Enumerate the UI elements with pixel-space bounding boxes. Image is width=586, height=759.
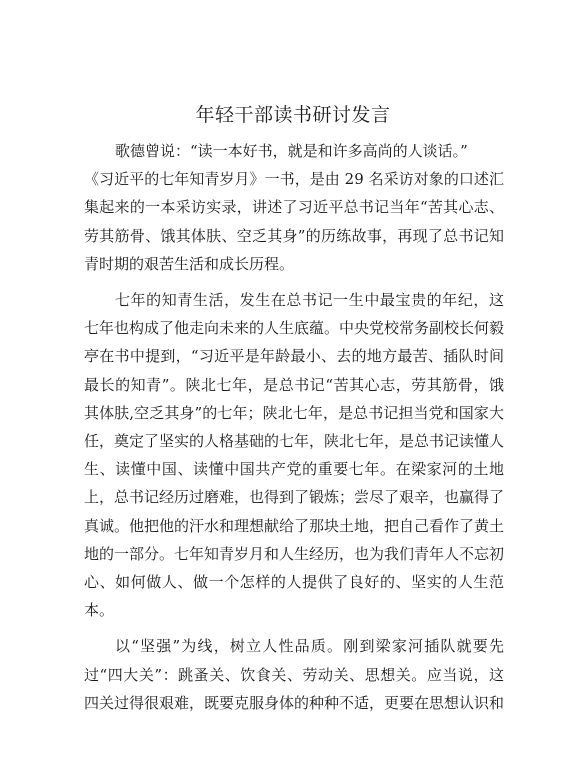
document-body [84, 137, 504, 717]
paragraph-2: 七年的知青生活，发生在总书记一生中最宝贵的年纪，这七年也构成了他走向未来的人生底蕴。中央党校常务副校长何毅亭在书中提到，“习近平是年龄最小、去的地方最苦、插队时间最长的知青”。陕北七年，是总书记“苦其心志，劳其筋骨，饿其体肤,空乏其身”的七年；陕北七年，是总书记担当党和国家大任，奠定了坚实的人格基础的七年，陕北七年，是总书记读懂人生、读懂中国、读懂中国共产党的重要七年。在梁家河的土地上，总书记经历过磨难，也得到了锻炼；尝尽了艰辛，也赢得了真诚。他把他的汗水和理想献给了那块土地，把自己看作了黄土地的一部分。七年知青岁月和人生经历，也为我们青年人不忘初心、如何做人、做一个怎样的人提供了良好的、坚实的人生范本。 [84, 291, 505, 620]
paragraph-3: 以“坚强”为线，树立人性品质。刚到梁家河插队就要先过“四大关”：跳蚤关、饮食关、劳动关、思想关。应当说，这四关过得很艰难，既要克服身体的种种不适，更要在思想认识和 [84, 637, 505, 712]
document-title: 年轻干部读书研讨发言 [195, 104, 391, 126]
paragraph-1: 歌德曾说：“读一本好书，就是和许多高尚的人谈话。” 《习近平的七年知青岁月》一书，是由 29 名采访对象的口述汇集起来的一本采访实录，讲述了习近平总书记当年“苦其心志、劳其筋骨、饿其体肤、空乏其身”的历练故事，再现了总书记知青时期的艰苦生活和成长历程。 [84, 142, 504, 273]
